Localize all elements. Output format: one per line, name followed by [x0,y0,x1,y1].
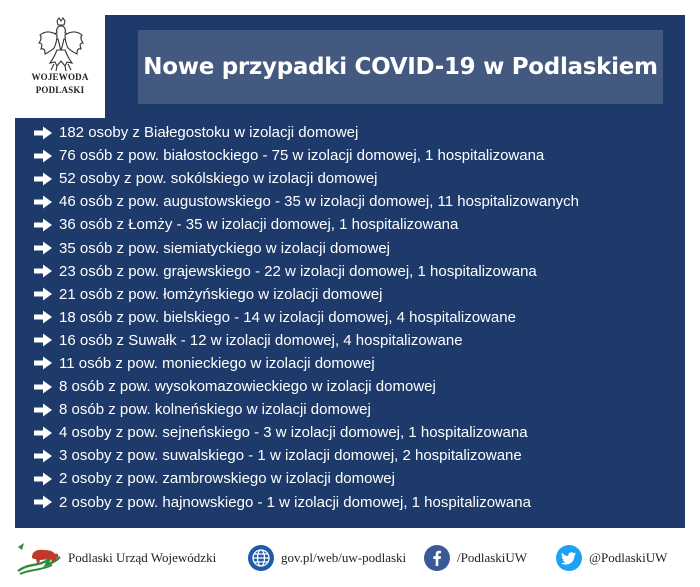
list-item-text: 23 osób z pow. grajewskiego - 22 w izolacji domowej, 1 hospitalizowana [59,262,537,280]
bison-logo-icon [16,541,62,575]
list-item-text: 2 osoby z pow. zambrowskiego w izolacji domowej [59,470,395,488]
list-item [33,352,579,375]
footer [0,528,700,587]
list-item-text: 18 osób z pow. bielskiego - 14 w izolacji domowej, 4 hospitalizowane [59,308,516,326]
list-item-text: 182 osoby z Białegostoku w izolacji domowej [59,124,359,142]
list-item [33,398,579,421]
arrow-right-icon [33,403,53,417]
list-item-text: 76 osób z pow. białostockiego - 75 w izolacji domowej, 1 hospitalizowana [59,147,545,165]
arrow-right-icon [33,310,53,324]
list-item [33,306,579,329]
list-item-text: 52 osoby z pow. sokólskiego w izolacji domowej [59,170,378,188]
footer-office [16,528,216,587]
website-link[interactable]: gov.pl/web/uw-podlaski [281,549,407,565]
list-item [33,121,579,144]
white-eagle-icon [37,17,85,73]
list-item [33,421,579,444]
facebook-handle[interactable]: /PodlaskiUW [457,549,528,565]
list-item-text: 35 osób z pow. siemiatyckiego w izolacji domowej [59,239,390,257]
arrow-right-icon [33,287,53,301]
list-item-text: 4 osoby z pow. sejneńskiego - 3 w izolacji domowej, 1 hospitalizowana [59,424,528,442]
arrow-right-icon [33,264,53,278]
list-item-text: 46 osób z pow. augustowskiego - 35 w izolacji domowej, 11 hospitalizowanych [59,193,580,211]
page-title: Nowe przypadki COVID-19 w Podlaskiem [143,54,658,80]
arrow-right-icon [33,495,53,509]
arrow-right-icon [33,356,53,370]
emblem-line-2: PODLASKI [35,85,85,95]
office-name: Podlaski Urząd Wojewódzki [68,549,217,565]
arrow-right-icon [33,449,53,463]
list-item [33,283,579,306]
emblem-box [15,15,105,118]
list-item [33,329,579,352]
list-item [33,375,579,398]
arrow-right-icon [33,472,53,486]
arrow-right-icon [33,333,53,347]
list-item [33,213,579,236]
arrow-right-icon [33,241,53,255]
arrow-right-icon [33,149,53,163]
list-item [33,260,579,283]
globe-icon [248,545,274,571]
list-item-text: 11 osób z pow. monieckiego w izolacji domowej [59,354,375,372]
list-item [33,144,579,167]
list-item [33,167,579,190]
arrow-right-icon [33,218,53,232]
footer-twitter[interactable] [556,528,667,587]
list-item [33,467,579,490]
facebook-icon [424,545,450,571]
list-item-text: 16 osób z Suwałk - 12 w izolacji domowej, 4 hospitalizowane [59,331,463,349]
emblem-line-1: WOJEWODA [31,72,89,82]
list-item [33,491,579,514]
arrow-right-icon [33,126,53,140]
arrow-right-icon [33,172,53,186]
twitter-handle[interactable]: @PodlaskiUW [589,549,668,565]
twitter-icon [556,545,582,571]
list-item-text: 8 osób z pow. kolneńskiego w izolacji domowej [59,401,371,419]
footer-facebook[interactable] [424,528,527,587]
list-item [33,190,579,213]
list-item-text: 3 osoby z pow. suwalskiego - 1 w izolacji domowej, 2 hospitalizowane [59,447,522,465]
footer-website[interactable] [248,528,406,587]
arrow-right-icon [33,426,53,440]
arrow-right-icon [33,380,53,394]
title-box [138,30,663,104]
list-item-text: 21 osób z pow. łomżyńskiego w izolacji domowej [59,285,383,303]
info-panel [15,15,685,528]
list-item-text: 36 osób z Łomży - 35 w izolacji domowej, 1 hospitalizowana [59,216,459,234]
list-item-text: 8 osób z pow. wysokomazowieckiego w izolacji domowej [59,378,436,396]
case-list [33,121,579,514]
list-item-text: 2 osoby z pow. hajnowskiego - 1 w izolacji domowej, 1 hospitalizowana [59,493,531,511]
list-item [33,236,579,259]
arrow-right-icon [33,195,53,209]
list-item [33,444,579,467]
